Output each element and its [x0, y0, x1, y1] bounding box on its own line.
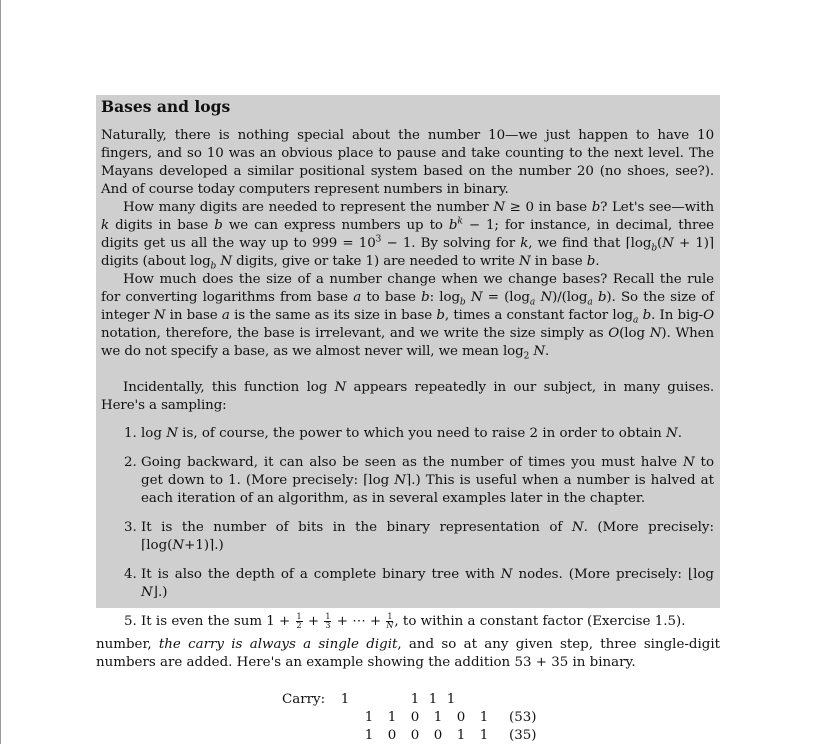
binary-digit: 0	[410, 728, 420, 743]
list-item: 1. log N is, of course, the power to which you need to raise 2 in order to obtain N.	[141, 425, 714, 443]
paragraph-sampling: Incidentally, this function log N appears repeatedly in our subject, in many guises. Here's a sampling:	[101, 380, 714, 413]
sampling-list	[101, 425, 714, 631]
sidebar-box-bases-and-logs	[96, 95, 720, 630]
carry-digit: 1	[428, 692, 438, 707]
decimal-value: (35)	[509, 728, 537, 743]
carry-digit: 1	[410, 692, 420, 707]
binary-digit: 0	[456, 710, 466, 725]
binary-digit: 1	[433, 710, 443, 725]
page-edge	[0, 0, 1, 744]
list-item: 2. Going backward, it can also be seen as the number of times you must halve N to get down to 1. (More precisely: ⌈log N⌉.) This is useful when a number is halved at each iteration of an algorithm, as in several examples later in the chapter.	[141, 454, 714, 508]
box-title: Bases and logs	[101, 97, 231, 116]
paragraph-change-of-base: How much does the size of a number change when we change bases? Recall the rule for converting logarithms from base a to base b: $\log_b N = (\log_a$ $N)/(\log_a$ b). So the size of integer N in base a is the same as its size in base b, times a constant factor $\log_a b$. In big-O notation, therefore, the base is irrelevant, and we write the size simply as O(log N). When we do not specify a base, as we almost never will, we mean $\log_2 N$.	[101, 272, 714, 362]
binary-digit: 0	[433, 728, 443, 743]
carry-digit: 1	[340, 692, 350, 707]
paragraph-intro: Naturally, there is nothing special about the number 10—we just happen to have 10 fingers, and so 10 was an obvious place to pause and take counting to the next level. The Mayans developed a similar positional system based on the number 20 (no shoes, see?). And of course today computers represent numbers in binary.	[101, 128, 714, 197]
binary-digit: 1	[456, 728, 466, 743]
binary-digit: 1	[387, 710, 397, 725]
carry-label: Carry:	[282, 692, 326, 707]
binary-digit: 1	[364, 728, 374, 743]
binary-digit: 0	[387, 728, 397, 743]
list-item: 4. It is also the depth of a complete binary tree with N nodes. (More precisely: ⌊log N⌋.)	[141, 566, 714, 602]
paragraph-digits: How many digits are needed to represent the number N ≥ 0 in base b? Let's see—with k digits in base b we can express numbers up to $b^k - 1$; for instance, in decimal, three digits get us all the way up to $999 = 10^3 - 1$. By solving for k, we find that $⌈\log_b(N$ + 1)⌉ digits (about $\log_b N$ digits, give or take 1) are needed to write N in base b.	[101, 200, 714, 272]
list-item: 5. It is even the sum 1 + $\frac{1}{2}$ + $\frac{1}{3}$ + ⋯ + $\frac{1}{N}$ , to within a constant factor (Exercise 1.5).	[141, 613, 714, 631]
decimal-value: (53)	[509, 710, 537, 725]
paragraph-carry: number, the carry is always a single digit, and so at any given step, three single-digit numbers are added. Here's an example showing the addition 53 + 35 in binary.	[96, 637, 720, 670]
binary-digit: 1	[479, 728, 489, 743]
binary-digit: 1	[479, 710, 489, 725]
binary-digit: 1	[364, 710, 374, 725]
binary-digit: 0	[410, 710, 420, 725]
carry-digit: 1	[446, 692, 456, 707]
list-item: 3. It is the number of bits in the binary representation of N. (More precisely: ⌈log(N+1)⌉.)	[141, 519, 714, 555]
